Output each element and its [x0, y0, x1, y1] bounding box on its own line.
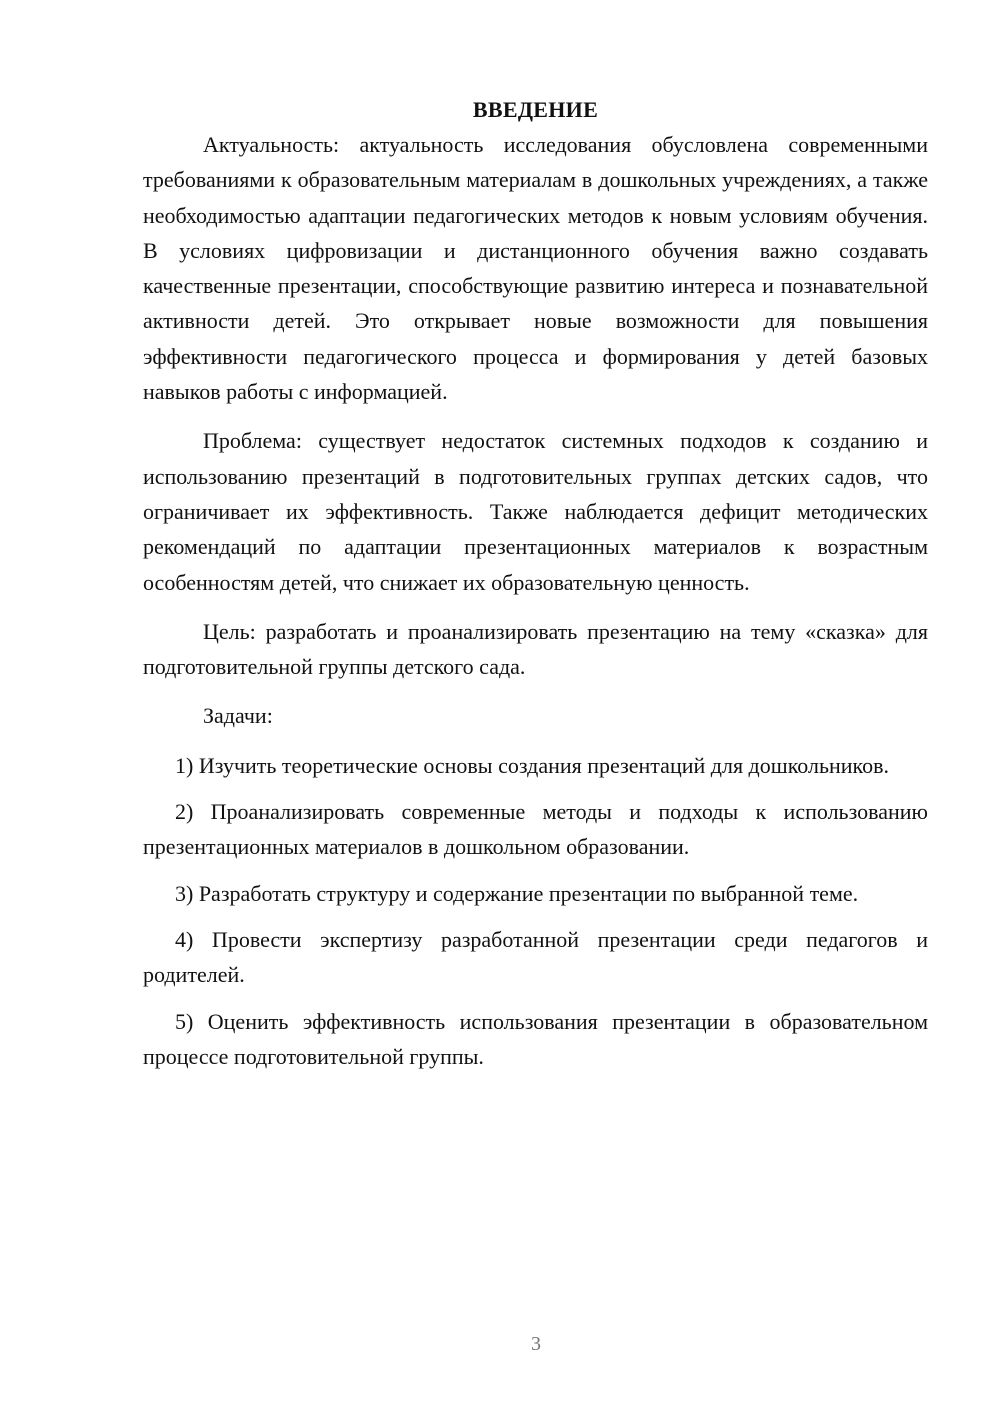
task-item-5: 5) Оценить эффективность использования презентации в образовательном процессе подготовительной группы.: [143, 1008, 928, 1069]
task-item-4: 4) Провести экспертизу разработанной презентации среди педагогов и родителей.: [143, 926, 928, 988]
task-item-2: 2) Проанализировать современные методы и подходы к использованию презентационных материалов в дошкольном образовании.: [143, 799, 928, 860]
task-item-1: 1) Изучить теоретические основы создания презентаций для дошкольников.: [175, 752, 889, 778]
page-number: 3: [531, 1333, 541, 1355]
goal-paragraph: Цель: разработать и проанализировать презентацию на тему «сказка» для подготовительной группы детского сада.: [143, 618, 928, 680]
tasks-label: Задачи:: [203, 703, 273, 729]
page-title: ВВЕДЕНИЕ: [472, 97, 599, 122]
problem-paragraph: Проблема: существует недостаток системных подходов к созданию и использованию презентаций в подготовительных группах детских садов, что ограничивает их эффективность. Также наблюдается дефицит методических рекомендаций по адаптации презентационных материалов к возрастным особенностям детей, что снижает их образовательную ценность.: [143, 428, 928, 595]
relevance-paragraph: Актуальность: актуальность исследования обусловлена современными требованиями к образовательным материалам в дошкольных учреждениях, а также необходимостью адаптации педагогических методов к новым условиям обучения. В условиях цифровизации и дистанционного обучения важно создавать качественные презентации, способствующие развитию интереса и познавательной активности детей. Это открывает новые возможности для повышения эффективности педагогического процесса и формирования у детей базовых навыков работы с информацией.: [143, 132, 928, 405]
task-item-3: 3) Разработать структуру и содержание презентации по выбранной теме.: [175, 880, 859, 906]
page-content: [143, 92, 928, 1074]
